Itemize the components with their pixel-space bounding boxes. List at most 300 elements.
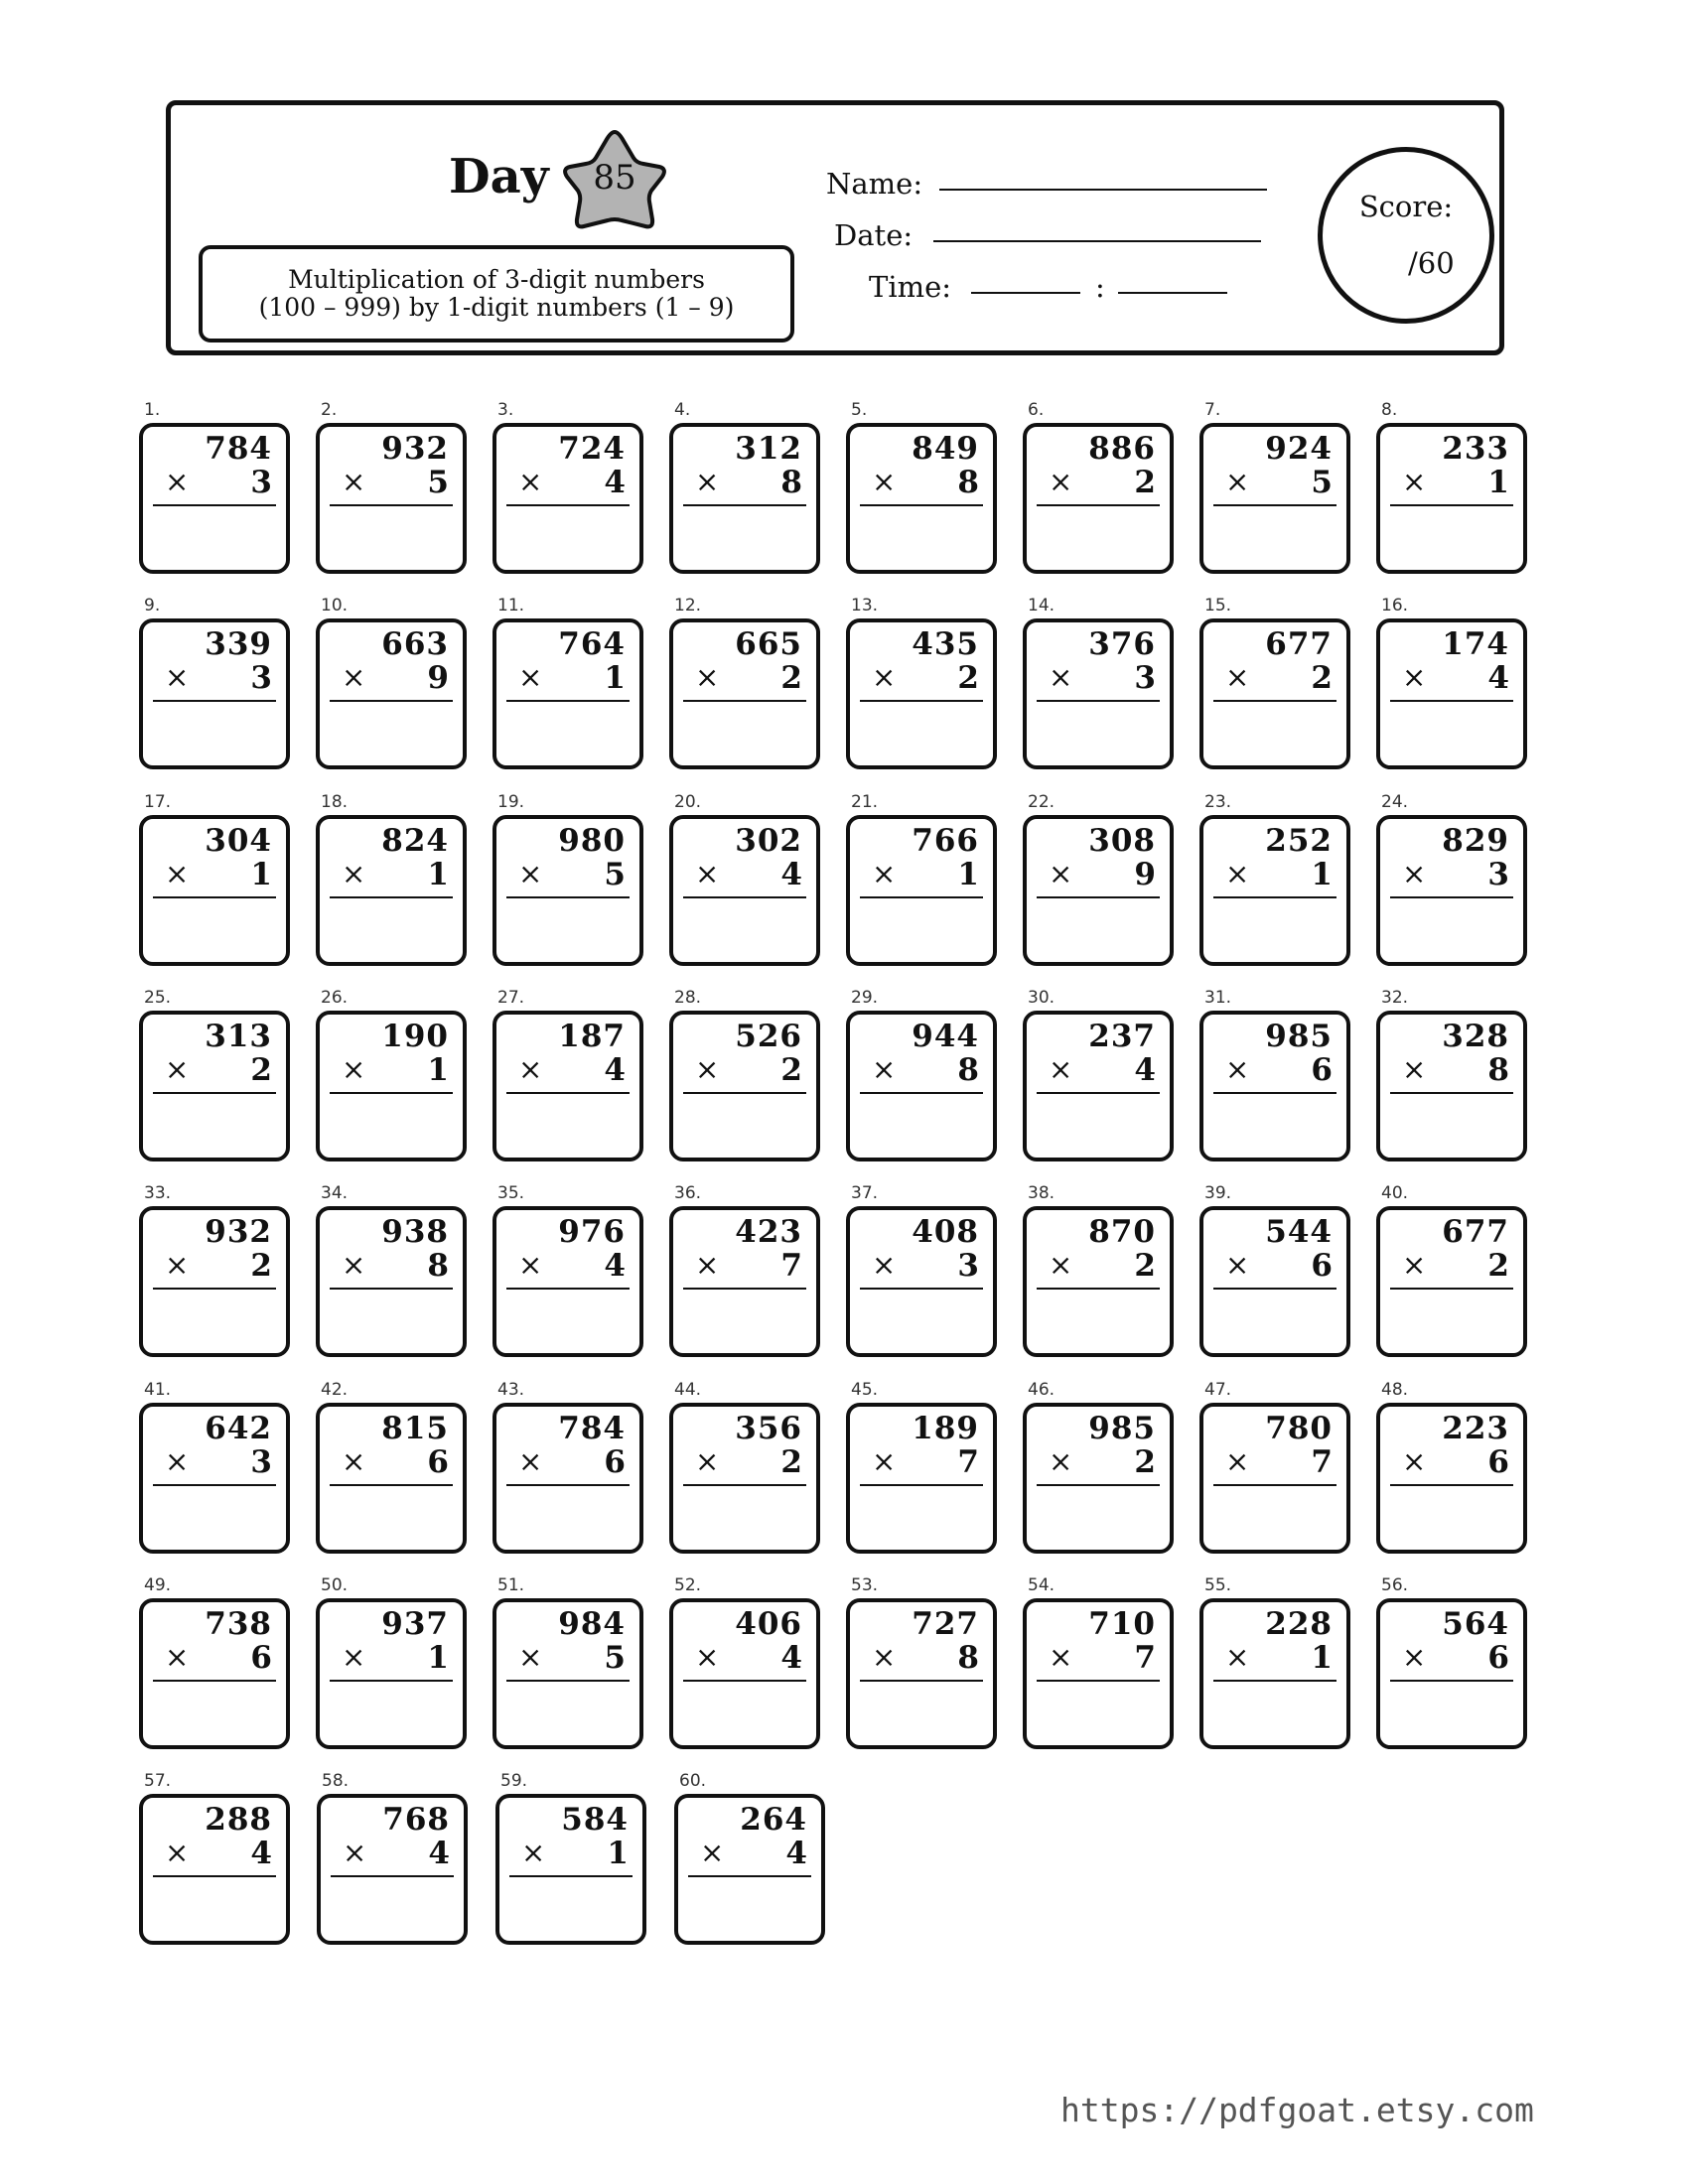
multiplicand: 526 [735,1019,802,1054]
score-label: Score: [1358,190,1454,223]
problem-number: 41. [144,1380,172,1400]
multiplier: 4 [604,465,626,500]
multiplicand: 764 [558,626,626,662]
problem-number: 32. [1381,988,1409,1008]
multiplicand: 677 [1442,1214,1509,1250]
multiplicand: 985 [1088,1411,1156,1446]
answer-area[interactable] [1211,706,1338,759]
answer-area[interactable] [151,1098,278,1152]
multiplier: 2 [957,660,979,696]
problem-card [1199,1206,1350,1357]
answer-area[interactable] [1388,1490,1515,1544]
answer-area[interactable] [1388,510,1515,564]
problem-card [1023,618,1174,769]
problem-number: 55. [1204,1575,1232,1595]
answer-area[interactable] [151,510,278,564]
multiplicand: 980 [558,823,626,859]
multiplier: 2 [1134,1248,1156,1284]
problem-card [139,1598,290,1749]
multiplier: 2 [1311,660,1333,696]
answer-area[interactable] [504,1490,632,1544]
problem-number: 54. [1028,1575,1055,1595]
problem-number: 14. [1028,596,1055,615]
answer-area[interactable] [1035,706,1162,759]
answer-area[interactable] [328,1294,455,1347]
date-label: Date: [834,218,914,252]
problem-number: 11. [497,596,525,615]
answer-area[interactable] [681,706,808,759]
times-sign: × [695,660,720,694]
times-sign: × [342,465,366,498]
times-sign: × [165,1640,190,1674]
answer-rule [860,1680,983,1682]
multiplier: 1 [427,857,449,892]
answer-area[interactable] [681,1098,808,1152]
footer-url: https://pdfgoat.etsy.com [1060,2091,1534,2129]
answer-area[interactable] [681,1686,808,1739]
answer-rule [153,1092,276,1094]
problem-card [316,815,467,966]
problem-card [1023,1403,1174,1554]
times-sign: × [165,1248,190,1282]
times-sign: × [521,1836,546,1869]
times-sign: × [695,1444,720,1478]
problem-number: 53. [851,1575,879,1595]
answer-rule [683,1288,806,1290]
answer-area[interactable] [1388,1686,1515,1739]
problem-card [139,815,290,966]
problem-card [1376,1206,1527,1357]
answer-area[interactable] [858,706,985,759]
answer-area[interactable] [1211,1686,1338,1739]
problem-number: 52. [674,1575,702,1595]
times-sign: × [695,1640,720,1674]
answer-area[interactable] [329,1881,456,1935]
multiplicand: 339 [205,626,272,662]
multiplicand: 584 [561,1802,629,1838]
problem-item [139,1575,290,1749]
problem-card [669,1011,820,1161]
answer-area[interactable] [151,1881,278,1935]
problem-item [316,1183,467,1357]
problem-number: 60. [679,1771,707,1791]
multiplicand: 328 [1442,1019,1509,1054]
answer-area[interactable] [328,1686,455,1739]
times-sign: × [1049,857,1073,890]
problem-item [1023,988,1174,1161]
answer-area[interactable] [858,902,985,956]
answer-rule [860,1484,983,1486]
problem-item [669,792,820,966]
answer-area[interactable] [858,1294,985,1347]
problem-card [1023,815,1174,966]
problem-item [316,596,467,769]
problem-card [492,423,643,574]
answer-rule [153,896,276,898]
problem-item [316,988,467,1161]
times-sign: × [342,1640,366,1674]
multiplier: 6 [1487,1444,1509,1480]
times-sign: × [342,1052,366,1086]
problem-number: 38. [1028,1183,1055,1203]
times-sign: × [518,857,543,890]
multiplicand: 228 [1265,1606,1333,1642]
multiplicand: 849 [912,431,979,467]
problem-item [1199,1575,1350,1749]
answer-area[interactable] [504,902,632,956]
multiplicand: 815 [381,1411,449,1446]
multiplicand: 766 [912,823,979,859]
answer-area[interactable] [1035,1490,1162,1544]
answer-area[interactable] [328,902,455,956]
multiplier: 3 [250,1444,272,1480]
times-sign: × [1049,1248,1073,1282]
multiplier: 8 [780,465,802,500]
multiplier: 1 [1487,465,1509,500]
multiplier: 2 [780,660,802,696]
problem-item [1199,988,1350,1161]
problem-number: 27. [497,988,525,1008]
multiplier: 1 [1311,857,1333,892]
answer-area[interactable] [1388,1098,1515,1152]
multiplier: 4 [1134,1052,1156,1088]
multiplicand: 738 [205,1606,272,1642]
problem-number: 29. [851,988,879,1008]
answer-area[interactable] [1035,1686,1162,1739]
problem-card [846,1011,997,1161]
answer-area[interactable] [1035,1098,1162,1152]
multiplicand: 924 [1265,431,1333,467]
multiplier: 3 [1487,857,1509,892]
problem-item [492,1183,643,1357]
multiplier: 1 [250,857,272,892]
answer-area[interactable] [681,902,808,956]
answer-rule [683,1092,806,1094]
problem-card [1023,1011,1174,1161]
times-sign: × [342,1248,366,1282]
problem-card [1023,1598,1174,1749]
problem-card [316,1598,467,1749]
times-sign: × [342,857,366,890]
answer-area[interactable] [858,1490,985,1544]
problem-card [139,1403,290,1554]
answer-rule [330,504,453,506]
multiplicand: 288 [205,1802,272,1838]
answer-rule [1390,1288,1513,1290]
answer-rule [506,1680,630,1682]
multiplier: 2 [1134,465,1156,500]
answer-rule [860,1092,983,1094]
problem-card [492,1011,643,1161]
multiplicand: 937 [381,1606,449,1642]
problem-item [139,1183,290,1357]
problem-number: 6. [1028,400,1045,420]
answer-area[interactable] [1211,1490,1338,1544]
answer-area[interactable] [151,1686,278,1739]
answer-area[interactable] [504,706,632,759]
problem-card [669,618,820,769]
problem-card [669,1598,820,1749]
answer-area[interactable] [151,1490,278,1544]
answer-area[interactable] [328,706,455,759]
problem-item [846,1380,997,1554]
times-sign: × [1402,857,1427,890]
problem-number: 21. [851,792,879,812]
problem-item [1376,400,1527,574]
problem-card [316,1011,467,1161]
problem-number: 50. [321,1575,349,1595]
times-sign: × [1402,1640,1427,1674]
problem-card [316,618,467,769]
problem-card [492,1598,643,1749]
multiplicand: 784 [205,431,272,467]
problem-number: 18. [321,792,349,812]
times-sign: × [518,1052,543,1086]
times-sign: × [518,660,543,694]
multiplier: 1 [607,1836,629,1871]
answer-rule [688,1875,811,1877]
answer-rule [1213,504,1336,506]
answer-area[interactable] [858,1098,985,1152]
problem-number: 10. [321,596,349,615]
answer-area[interactable] [1035,902,1162,956]
answer-rule [1037,1484,1160,1486]
problem-card [669,815,820,966]
problem-card [1376,1403,1527,1554]
multiplier: 3 [957,1248,979,1284]
multiplicand: 408 [912,1214,979,1250]
multiplier: 2 [250,1248,272,1284]
problem-card [1376,423,1527,574]
answer-area[interactable] [504,1098,632,1152]
answer-area[interactable] [1035,510,1162,564]
times-sign: × [165,660,190,694]
problem-number: 8. [1381,400,1398,420]
answer-rule [1390,1484,1513,1486]
multiplicand: 944 [912,1019,979,1054]
problem-number: 9. [144,596,161,615]
answer-area[interactable] [151,902,278,956]
problem-number: 28. [674,988,702,1008]
answer-area[interactable] [1388,1294,1515,1347]
answer-area[interactable] [328,1490,455,1544]
problem-item [495,1771,646,1945]
problem-number: 58. [322,1771,350,1791]
problem-item [139,1771,290,1945]
multiplier: 2 [1487,1248,1509,1284]
multiplier: 4 [1487,660,1509,696]
multiplicand: 223 [1442,1411,1509,1446]
multiplicand: 435 [912,626,979,662]
multiplicand: 264 [740,1802,807,1838]
times-sign: × [518,465,543,498]
day-label: Day [449,149,549,205]
multiplier: 5 [604,1640,626,1676]
problem-card [1023,423,1174,574]
answer-area[interactable] [858,510,985,564]
answer-rule [1213,1680,1336,1682]
times-sign: × [1049,660,1073,694]
problem-number: 36. [674,1183,702,1203]
problem-number: 44. [674,1380,702,1400]
problem-number: 13. [851,596,879,615]
answer-rule [860,1288,983,1290]
multiplier: 6 [250,1640,272,1676]
multiplicand: 642 [205,1411,272,1446]
times-sign: × [872,857,897,890]
multiplier: 6 [1311,1248,1333,1284]
problem-item [669,988,820,1161]
answer-area[interactable] [858,1686,985,1739]
problem-number: 45. [851,1380,879,1400]
answer-rule [331,1875,454,1877]
problem-number: 33. [144,1183,172,1203]
multiplicand: 976 [558,1214,626,1250]
problem-number: 17. [144,792,172,812]
answer-area[interactable] [504,510,632,564]
multiplier: 1 [427,1640,449,1676]
multiplicand: 190 [381,1019,449,1054]
answer-area[interactable] [151,706,278,759]
problem-item [316,792,467,966]
multiplicand: 784 [558,1411,626,1446]
problem-card [1199,1403,1350,1554]
problem-item [669,1575,820,1749]
problem-number: 20. [674,792,702,812]
problem-item [492,1575,643,1749]
problem-number: 23. [1204,792,1232,812]
times-sign: × [1225,1248,1250,1282]
answer-rule [683,896,806,898]
multiplier: 2 [780,1444,802,1480]
problem-card [316,423,467,574]
answer-area[interactable] [1388,902,1515,956]
times-sign: × [695,465,720,498]
answer-rule [1213,896,1336,898]
multiplier: 2 [250,1052,272,1088]
answer-area[interactable] [504,1294,632,1347]
multiplier: 6 [1487,1640,1509,1676]
problem-card [139,1011,290,1161]
times-sign: × [872,1248,897,1282]
problem-number: 4. [674,400,691,420]
answer-rule [1037,700,1160,702]
answer-rule [506,896,630,898]
answer-area[interactable] [686,1881,813,1935]
times-sign: × [872,660,897,694]
problem-number: 25. [144,988,172,1008]
problem-number: 5. [851,400,868,420]
problem-item [1023,400,1174,574]
multiplier: 4 [428,1836,450,1871]
answer-rule [153,1288,276,1290]
answer-rule [683,1484,806,1486]
multiplier: 8 [957,1052,979,1088]
multiplier: 3 [250,660,272,696]
answer-area[interactable] [1211,1294,1338,1347]
answer-area[interactable] [328,1098,455,1152]
problem-number: 47. [1204,1380,1232,1400]
multiplier: 7 [1134,1640,1156,1676]
answer-rule [330,700,453,702]
problem-item [1199,596,1350,769]
answer-area[interactable] [328,510,455,564]
multiplicand: 938 [381,1214,449,1250]
multiplicand: 312 [735,431,802,467]
times-sign: × [518,1444,543,1478]
answer-area[interactable] [681,1490,808,1544]
answer-area[interactable] [1388,706,1515,759]
answer-rule [1390,896,1513,898]
name-label: Name: [826,167,923,201]
times-sign: × [1049,1444,1073,1478]
times-sign: × [872,465,897,498]
answer-area[interactable] [1211,510,1338,564]
answer-area[interactable] [681,510,808,564]
problem-item [139,988,290,1161]
problem-number: 59. [500,1771,528,1791]
times-sign: × [1225,1640,1250,1674]
problem-item [139,792,290,966]
answer-area[interactable] [504,1686,632,1739]
answer-area[interactable] [1035,1294,1162,1347]
times-sign: × [1049,465,1073,498]
problem-item [492,1380,643,1554]
multiplicand: 727 [912,1606,979,1642]
problem-card [139,618,290,769]
multiplicand: 824 [381,823,449,859]
problem-card [139,1794,290,1945]
answer-rule [860,700,983,702]
problem-card [492,815,643,966]
answer-rule [153,1484,276,1486]
multiplier: 1 [427,1052,449,1088]
problem-number: 7. [1204,400,1221,420]
problem-item [669,400,820,574]
multiplicand: 252 [1265,823,1333,859]
multiplicand: 237 [1088,1019,1156,1054]
problem-number: 35. [497,1183,525,1203]
answer-area[interactable] [507,1881,634,1935]
times-sign: × [1225,1052,1250,1086]
times-sign: × [1225,660,1250,694]
answer-rule [330,1680,453,1682]
problem-number: 51. [497,1575,525,1595]
problem-item [846,1183,997,1357]
answer-area[interactable] [151,1294,278,1347]
problem-item [492,596,643,769]
answer-rule [1213,700,1336,702]
problem-item [1199,400,1350,574]
times-sign: × [1225,1444,1250,1478]
answer-area[interactable] [681,1294,808,1347]
multiplicand: 189 [912,1411,979,1446]
day-number: 85 [593,158,636,198]
subtitle-line-2: (100 – 999) by 1-digit numbers (1 – 9) [258,293,735,322]
multiplier: 1 [1311,1640,1333,1676]
times-sign: × [165,465,190,498]
answer-area[interactable] [1211,902,1338,956]
multiplier: 1 [957,857,979,892]
times-sign: × [1225,857,1250,890]
problem-item [1376,596,1527,769]
answer-rule [860,896,983,898]
answer-area[interactable] [1211,1098,1338,1152]
multiplicand: 174 [1442,626,1509,662]
multiplicand: 870 [1088,1214,1156,1250]
answer-rule [330,1288,453,1290]
answer-rule [506,1484,630,1486]
